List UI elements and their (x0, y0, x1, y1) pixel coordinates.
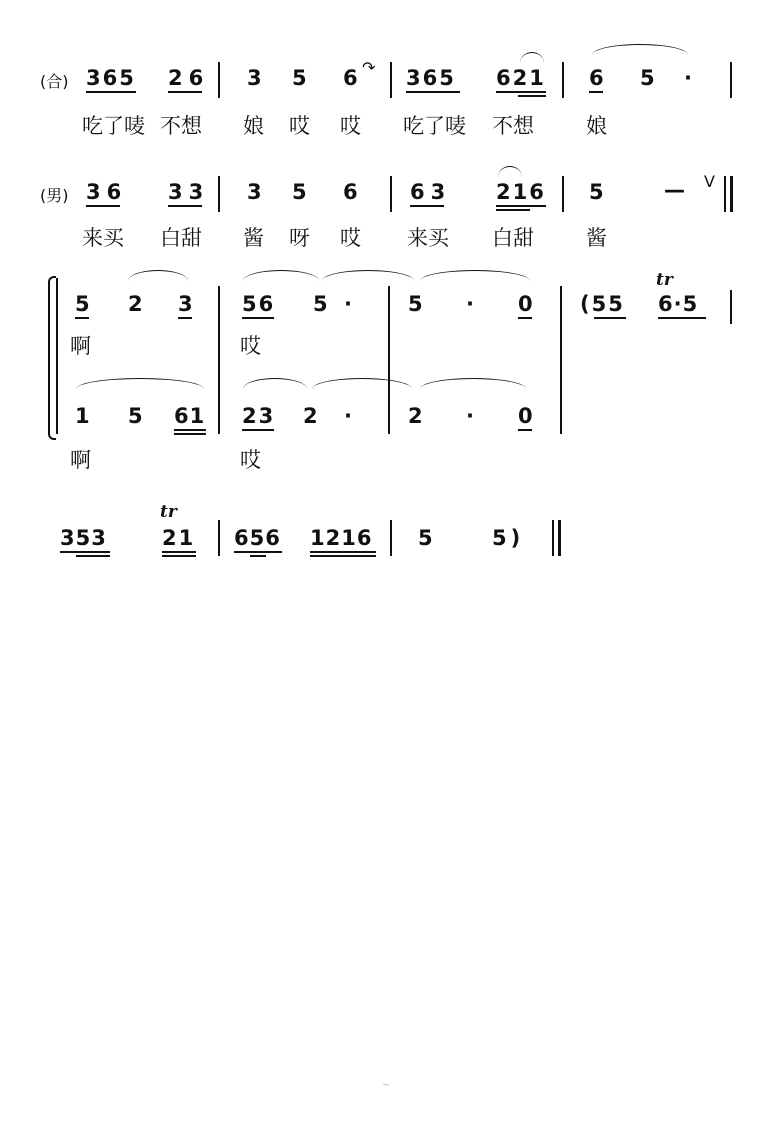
barline (730, 290, 732, 324)
system-bracket-line (56, 278, 58, 434)
note: 6 (589, 66, 604, 90)
slur (243, 378, 307, 389)
lyric: 白甜 (160, 226, 202, 250)
barline (562, 62, 564, 98)
voice-label-chorus: (合) (40, 72, 69, 91)
underline (496, 205, 546, 207)
note-group: 33 (168, 180, 210, 204)
note: 6 (343, 66, 358, 90)
lyric: 来买 (82, 226, 124, 250)
underline (496, 91, 546, 93)
note: 2 (408, 404, 423, 428)
underline (86, 205, 120, 207)
underline (178, 317, 192, 319)
note-group: 5) (492, 526, 525, 550)
barline (218, 62, 220, 98)
lyric: 哎 (340, 114, 361, 138)
slur (420, 378, 526, 389)
note: 5 (313, 292, 328, 316)
underline (86, 91, 136, 93)
barline (218, 520, 220, 556)
note: 5 (128, 404, 143, 428)
slur (520, 52, 544, 63)
underline (162, 555, 196, 557)
note-group: 621 (496, 66, 546, 90)
lyric: 啊 (70, 448, 91, 472)
underline (496, 209, 530, 211)
underline (594, 317, 626, 319)
barline (388, 286, 390, 434)
underline (76, 555, 110, 557)
lyric: 不想 (492, 114, 534, 138)
underline (658, 317, 706, 319)
note-group: 365 (406, 66, 456, 90)
lyric: 酱 (243, 226, 264, 250)
note: 2 (303, 404, 318, 428)
lyric: 啊 (70, 334, 91, 358)
underline (60, 551, 110, 553)
slur (76, 378, 204, 389)
underline (174, 433, 206, 435)
underline (162, 551, 196, 553)
note: 3 (178, 292, 193, 316)
dash-extension: — (664, 178, 685, 202)
dot-extension: · (466, 292, 474, 316)
note: 5 (589, 180, 604, 204)
underline (242, 429, 274, 431)
breath-arrow-icon: ↷ (362, 58, 376, 77)
underline (310, 555, 376, 557)
trill-mark: tr (160, 502, 177, 522)
double-barline-thin (724, 176, 726, 212)
lyric: 酱 (586, 226, 607, 250)
underline (518, 429, 532, 431)
underline (242, 317, 274, 319)
note-group: 365 (86, 66, 136, 90)
underline (75, 317, 89, 319)
underline (518, 317, 532, 319)
barline (218, 176, 220, 212)
note-group: 1216 (310, 526, 373, 550)
note-group: 56 (242, 292, 276, 316)
lyric: 白甜 (492, 226, 534, 250)
slur (592, 44, 688, 55)
underline (168, 91, 202, 93)
barline (390, 62, 392, 98)
underline (310, 551, 376, 553)
barline (562, 176, 564, 212)
final-barline-thin (552, 520, 554, 556)
note-group: 26 (168, 66, 210, 90)
underline (234, 551, 282, 553)
trill-mark: tr (656, 270, 673, 290)
lyric: 不想 (160, 114, 202, 138)
note: 6 (343, 180, 358, 204)
note: 5 (292, 66, 307, 90)
underline (174, 429, 206, 431)
lyric: 娘 (243, 114, 264, 138)
rest: 0 (518, 292, 533, 316)
slur (498, 166, 522, 177)
lyric: 吃了唛 (82, 114, 145, 138)
lyric: 吃了唛 (403, 114, 466, 138)
lyric: 来买 (407, 226, 449, 250)
note: 1 (75, 404, 90, 428)
dot-extension: · (466, 404, 474, 428)
lyric: 娘 (586, 114, 607, 138)
note: 5 (292, 180, 307, 204)
dot-extension: · (344, 404, 352, 428)
slur (322, 270, 414, 281)
underline (589, 91, 603, 93)
barline (560, 286, 562, 434)
note-group: 6·5 (658, 292, 699, 316)
barline (218, 286, 220, 434)
slur (128, 270, 188, 281)
barline (390, 520, 392, 556)
final-barline-thick (558, 520, 561, 556)
note-group: 23 (242, 404, 276, 428)
note-group: 353 (60, 526, 107, 550)
lyric: 哎 (289, 114, 310, 138)
note-group: 656 (234, 526, 281, 550)
breath-mark: V (704, 172, 715, 191)
note: 5 (418, 526, 433, 550)
dot-extension: · (344, 292, 352, 316)
barline (390, 176, 392, 212)
lyric: 哎 (340, 226, 361, 250)
note: 3 (247, 180, 262, 204)
dot-extension: · (684, 66, 692, 90)
note: 5 (408, 292, 423, 316)
note-group: 61 (174, 404, 206, 428)
voice-label-male: (男) (40, 186, 69, 205)
note-group: 63 (410, 180, 452, 204)
underline (250, 555, 266, 557)
note: 3 (247, 66, 262, 90)
note: 5 (75, 292, 90, 316)
lyric: 哎 (240, 448, 261, 472)
underline (410, 205, 444, 207)
system-bracket (48, 276, 56, 440)
underline (168, 205, 202, 207)
note-group: (55 (580, 292, 625, 316)
slur (420, 270, 530, 281)
page-footer-mark: ~ (382, 1080, 391, 1091)
underline (518, 95, 546, 97)
rest: 0 (518, 404, 533, 428)
underline (406, 91, 460, 93)
note-group: 36 (86, 180, 128, 204)
note-group: 21 (162, 526, 196, 550)
lyric: 呀 (289, 226, 310, 250)
lyric: 哎 (240, 334, 261, 358)
slur (243, 270, 319, 281)
note: 2 (128, 292, 143, 316)
note-group: 216 (496, 180, 546, 204)
double-barline-thick (730, 176, 733, 212)
barline (730, 62, 732, 98)
note: 5 (640, 66, 655, 90)
slur (312, 378, 412, 389)
